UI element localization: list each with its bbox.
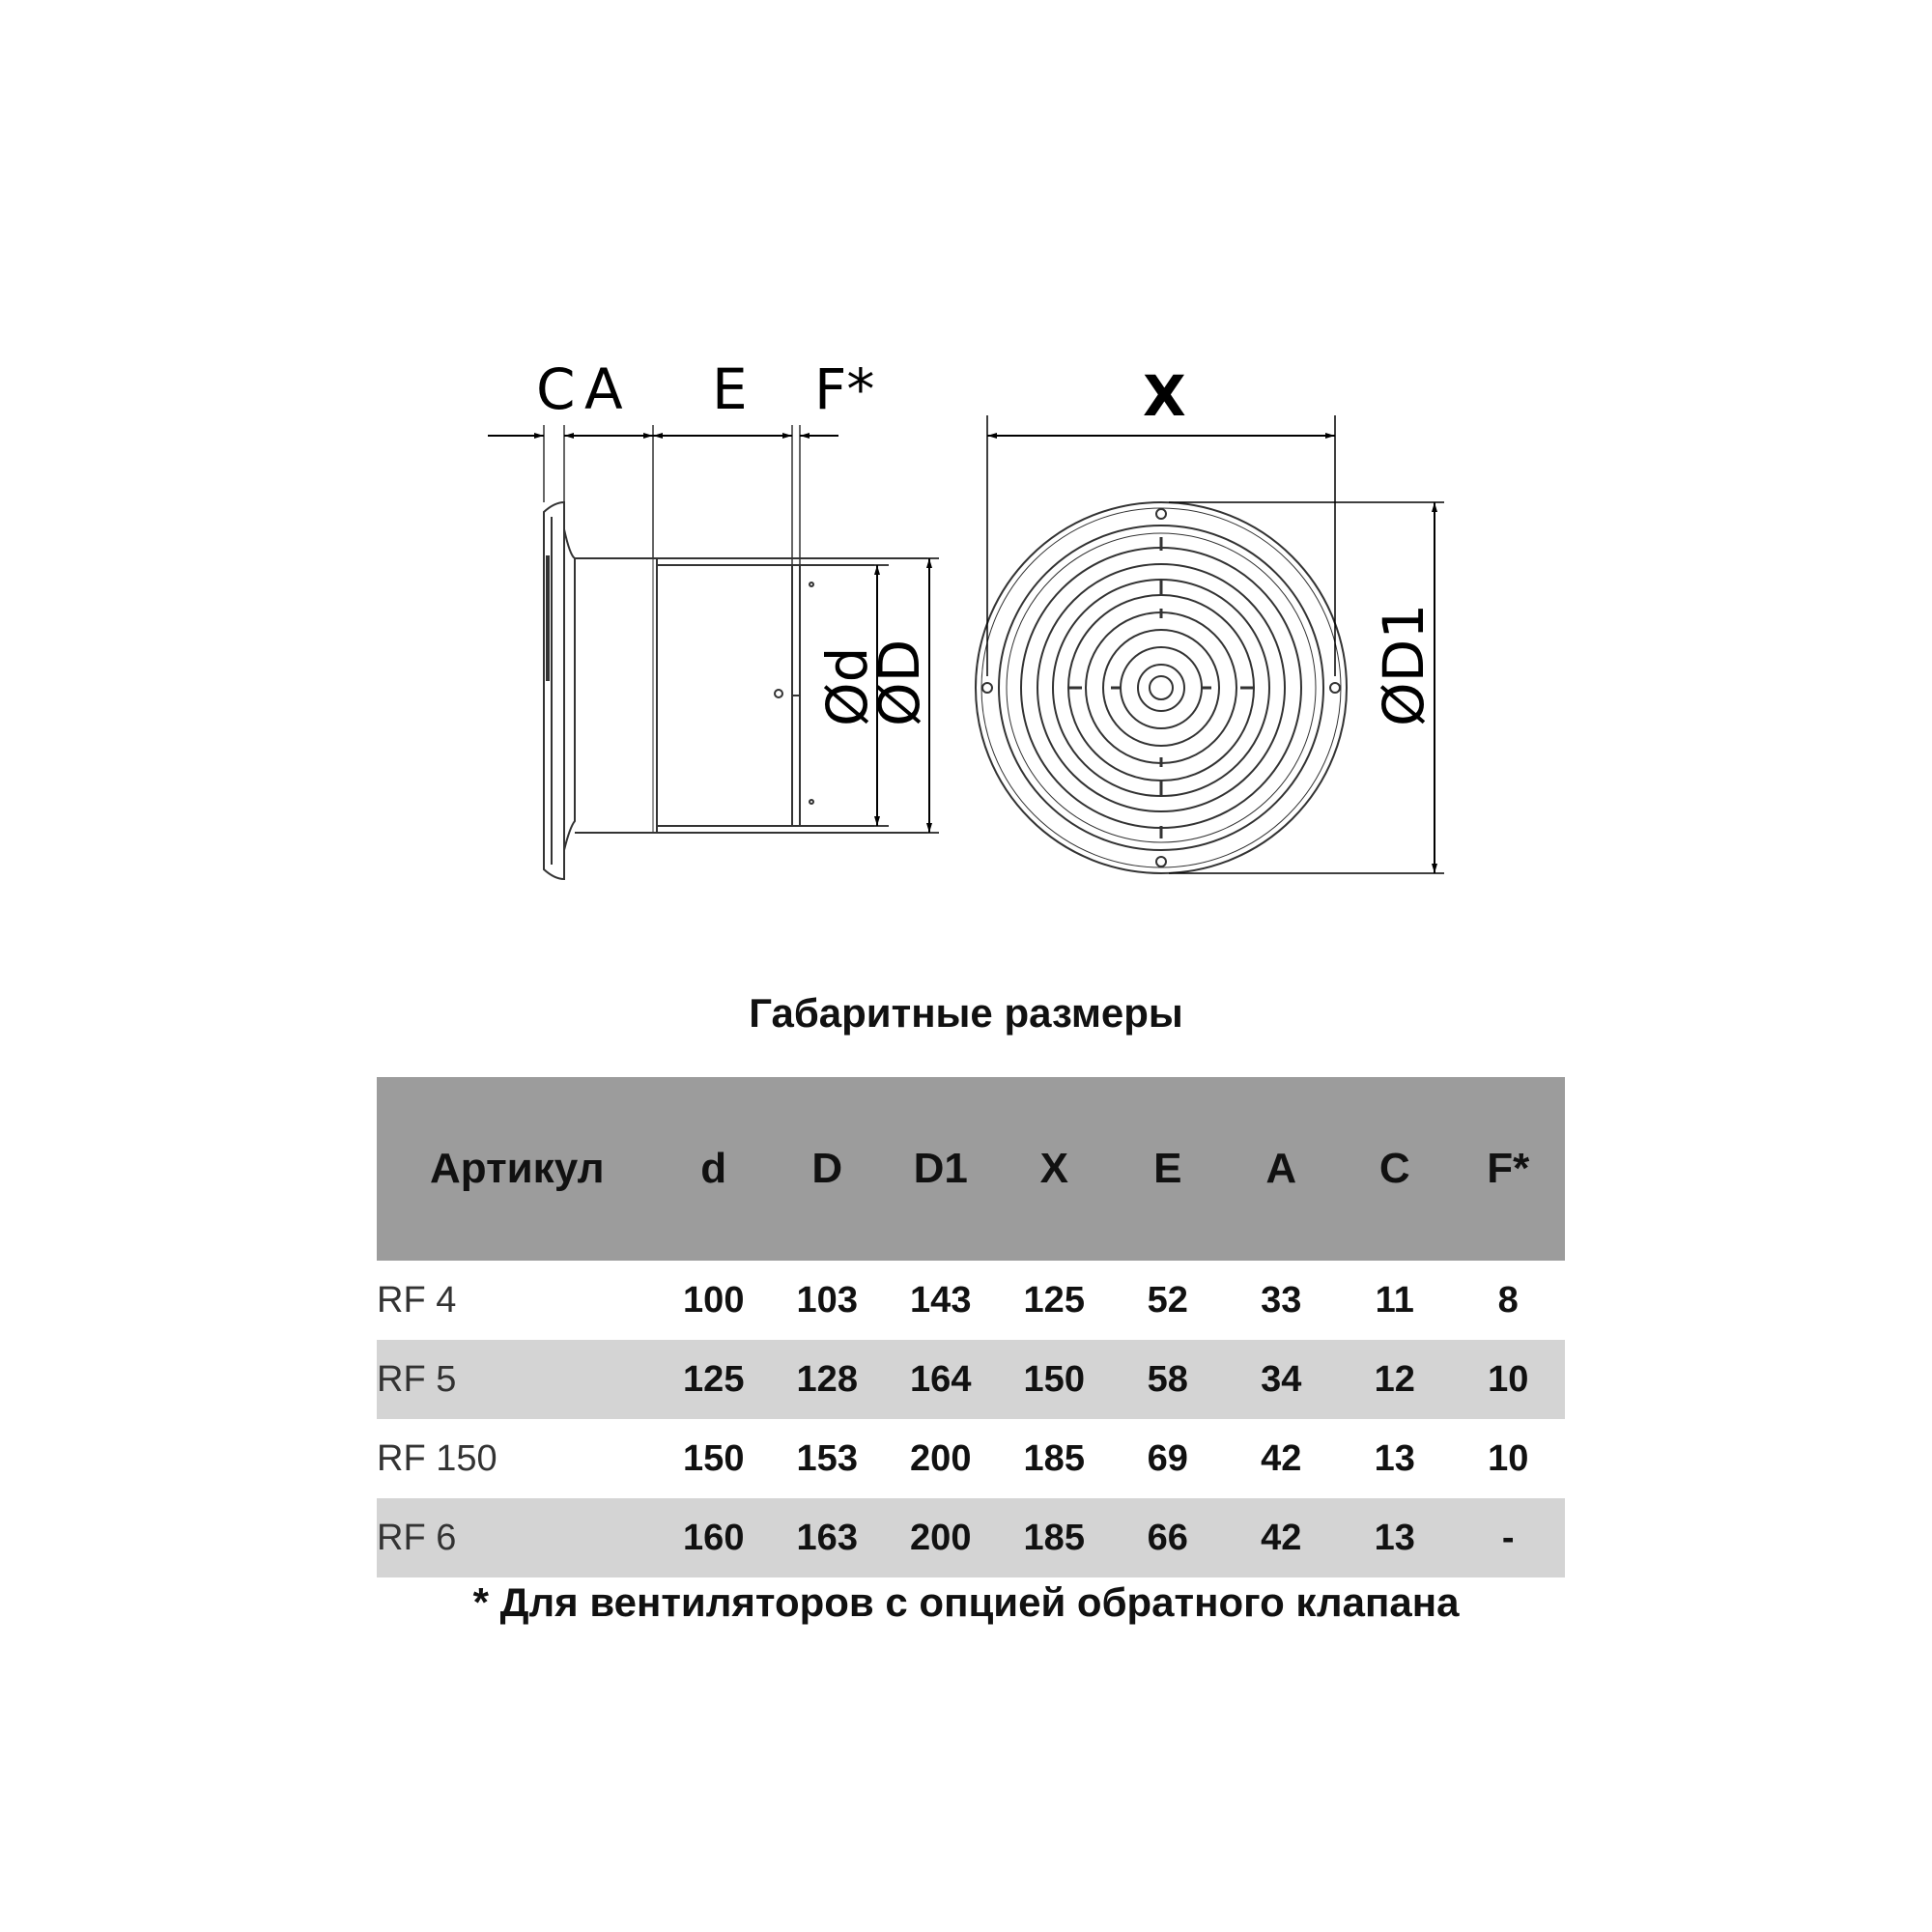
cell-value: 185: [1023, 1437, 1085, 1479]
cell-value: 69: [1147, 1437, 1188, 1479]
cell-value: 10: [1488, 1437, 1529, 1479]
cell-value: 125: [657, 1340, 771, 1419]
cell-value: 10: [1452, 1340, 1566, 1419]
table-title: Габаритные размеры: [749, 990, 1183, 1036]
cell-value: 42: [1225, 1498, 1339, 1577]
cell-value: 13: [1374, 1437, 1415, 1479]
table-row: [377, 1340, 1565, 1419]
side-dimension-lines: [488, 436, 939, 833]
table-row: [377, 1498, 1565, 1577]
cell-value: -: [1452, 1498, 1566, 1577]
cell-value: 125: [1023, 1279, 1085, 1321]
cell-value: 150: [998, 1340, 1112, 1419]
table-row: [377, 1261, 1565, 1340]
cell-value: 66: [1111, 1498, 1225, 1577]
cell-value: 103: [796, 1279, 858, 1321]
table-row: [377, 1419, 1565, 1498]
header-article: Артикул: [377, 1077, 657, 1261]
header-D: D: [771, 1077, 885, 1261]
footnote: * Для вентиляторов с опцией обратного клапана: [472, 1579, 1460, 1625]
cell-value: 200: [884, 1498, 998, 1577]
cell-value: 150: [683, 1437, 745, 1479]
cell-article: RF 4: [377, 1279, 457, 1321]
dimensions-table: [377, 1077, 1565, 1577]
cell-value: 153: [796, 1437, 858, 1479]
cell-value: 185: [998, 1498, 1112, 1577]
header-E: E: [1111, 1077, 1225, 1261]
cell-value: 58: [1111, 1340, 1225, 1419]
dim-label-a: A: [584, 356, 623, 422]
cell-value: 128: [771, 1340, 885, 1419]
cell-value: 11: [1375, 1279, 1414, 1321]
header-A: A: [1225, 1077, 1339, 1261]
cell-value: 34: [1225, 1340, 1339, 1419]
cell-value: 33: [1261, 1279, 1302, 1321]
dim-label-d-outer: ØD: [867, 639, 932, 726]
table-header-row: [377, 1077, 1565, 1261]
cell-value: 52: [1147, 1279, 1188, 1321]
cell-value: 160: [657, 1498, 771, 1577]
cell-value: 12: [1338, 1340, 1452, 1419]
header-d: d: [657, 1077, 771, 1261]
header-C: C: [1338, 1077, 1452, 1261]
cell-value: 200: [910, 1437, 972, 1479]
dim-label-e: E: [712, 356, 748, 422]
cell-article: RF 5: [377, 1340, 657, 1419]
dim-label-c: C: [536, 356, 576, 422]
cell-value: 13: [1338, 1498, 1452, 1577]
cell-value: 100: [683, 1279, 745, 1321]
header-D1: D1: [884, 1077, 998, 1261]
dim-label-f: F*: [814, 356, 875, 422]
cell-value: 163: [771, 1498, 885, 1577]
cell-value: 8: [1497, 1279, 1519, 1321]
cell-article: RF 6: [377, 1498, 657, 1577]
header-F: F*: [1452, 1077, 1566, 1261]
cell-value: 164: [884, 1340, 998, 1419]
cell-value: 143: [910, 1279, 972, 1321]
cell-article: RF 150: [377, 1437, 497, 1479]
dim-label-x: X: [1143, 363, 1186, 429]
front-view: [976, 502, 1347, 873]
header-X: X: [998, 1077, 1112, 1261]
dim-label-d-inner: Ød: [814, 646, 880, 726]
cell-value: 42: [1261, 1437, 1302, 1479]
dim-label-d1: ØD1: [1371, 603, 1436, 726]
